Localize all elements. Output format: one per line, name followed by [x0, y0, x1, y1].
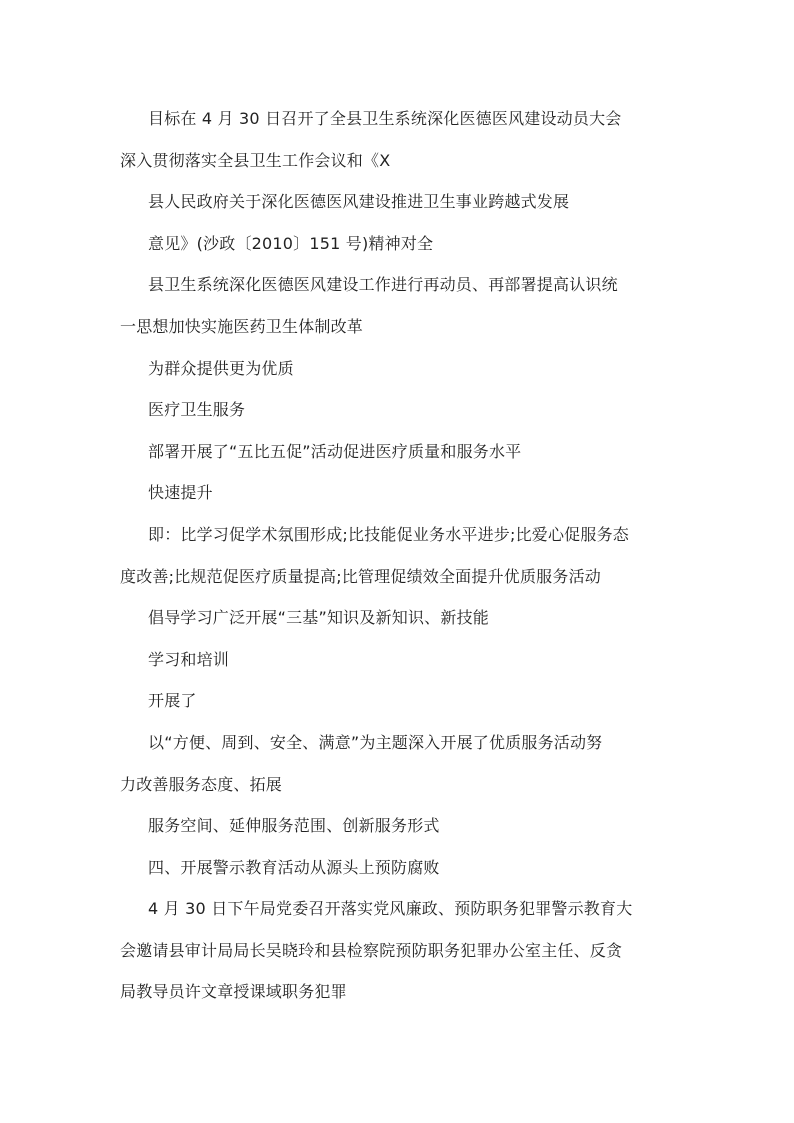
paragraph-line: 一思想加快实施医药卫生体制改革 [120, 316, 364, 336]
paragraph-line: 度改善;比规范促医疗质量提高;比管理促绩效全面提升优质服务活动 [120, 566, 601, 586]
paragraph-line: 力改善服务态度、拓展 [120, 774, 283, 794]
paragraph-line: 局教导员许文章授课域职务犯罪 [120, 982, 347, 1002]
paragraph-line: 医疗卫生服务 [148, 400, 246, 420]
paragraph-line: 县卫生系统深化医德医风建设工作进行再动员、再部署提高认识统 [148, 275, 618, 295]
paragraph-line: 以“方便、周到、安全、满意”为主题深入开展了优质服务活动努 [148, 732, 603, 752]
paragraph-line: 4 月 30 日下午局党委召开落实党风廉政、预防职务犯罪警示教育大 [148, 899, 633, 919]
paragraph-line: 县人民政府关于深化医德医风建设推进卫生事业跨越式发展 [148, 192, 570, 212]
paragraph-line: 意见》(沙政〔2010〕151 号)精神对全 [148, 233, 434, 253]
paragraph-line: 目标在 4 月 30 日召开了全县卫生系统深化医德医风建设动员大会 [148, 109, 622, 128]
paragraph-line: 即：比学习促学术氛围形成;比技能促业务水平进步;比爱心促服务态 [148, 524, 629, 544]
paragraph-line: 快速提升 [148, 483, 213, 503]
paragraph-line: 开展了 [148, 691, 197, 711]
paragraph-line: 深入贯彻落实全县卫生工作会议和《X [120, 150, 391, 170]
paragraph-line: 学习和培训 [148, 649, 230, 669]
paragraph-line: 倡导学习广泛开展“三基”知识及新知识、新技能 [148, 608, 489, 628]
paragraph-line: 服务空间、延伸服务范围、创新服务形式 [148, 816, 440, 836]
paragraph-line: 部署开展了“五比五促”活动促进医疗质量和服务水平 [148, 441, 522, 461]
document-body [120, 98, 678, 1013]
section-heading: 四、开展警示教育活动从源头上预防腐败 [148, 857, 440, 877]
paragraph-line: 为群众提供更为优质 [148, 358, 294, 378]
paragraph-line: 会邀请县审计局局长吴晓玲和县检察院预防职务犯罪办公室主任、反贪 [120, 940, 623, 960]
